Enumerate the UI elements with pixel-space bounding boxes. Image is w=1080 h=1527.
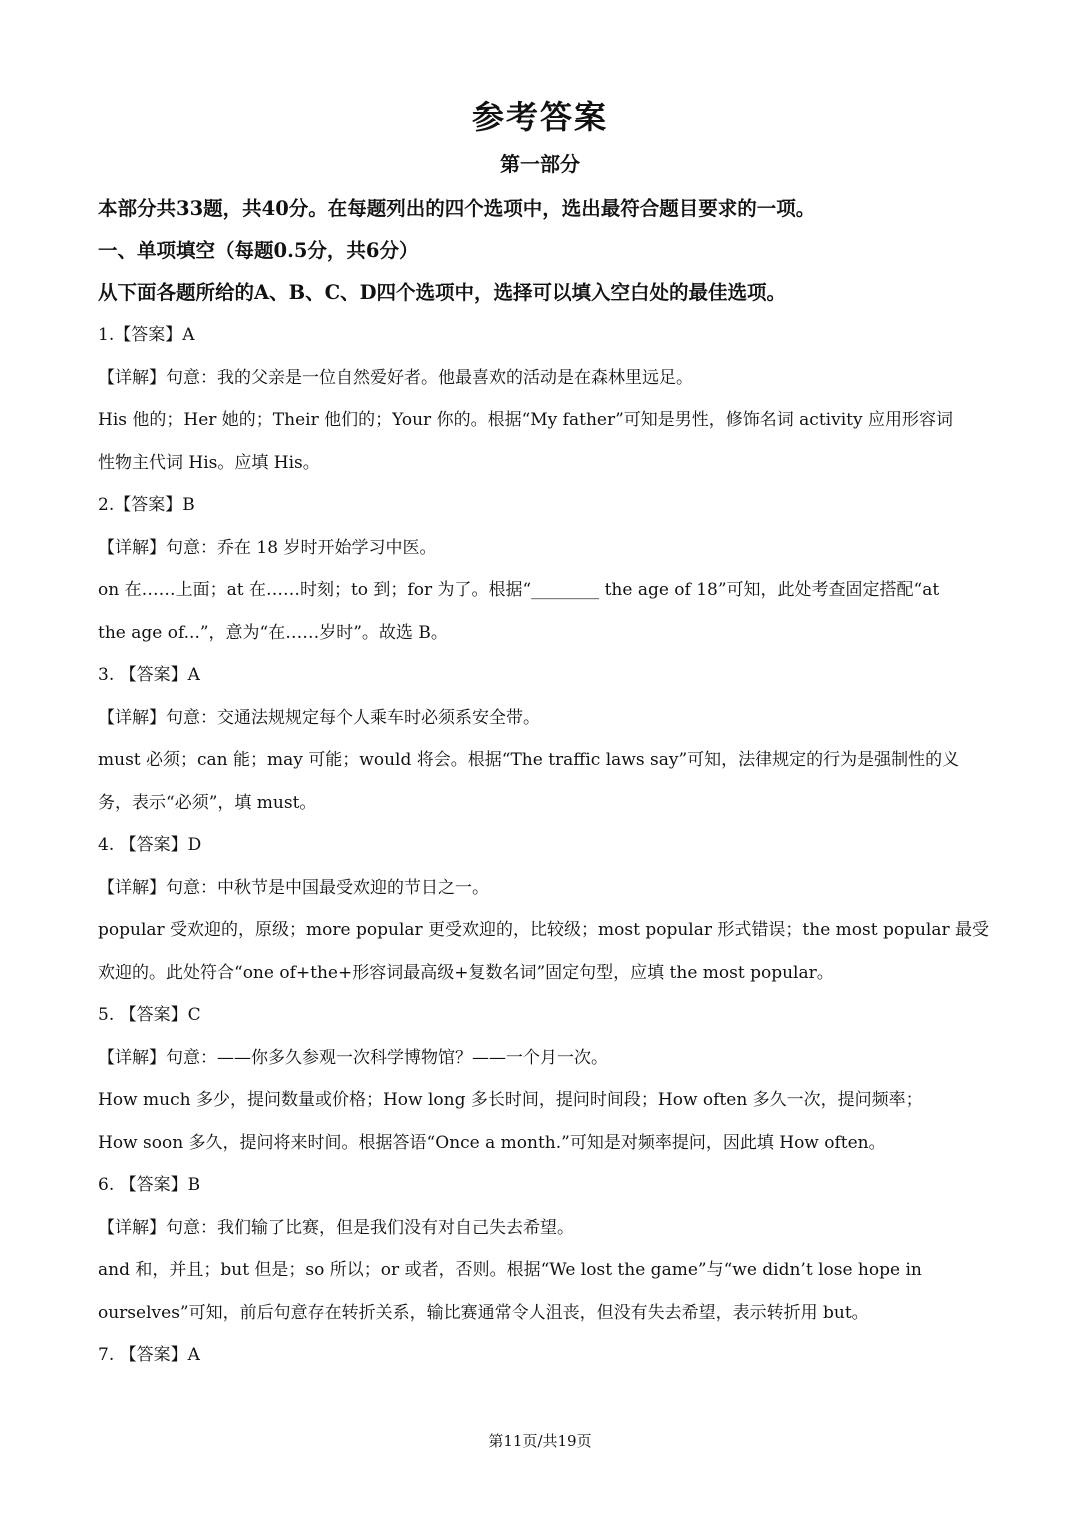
- answer-line: 5. 【答案】C: [98, 1005, 201, 1025]
- part-subtitle: 第一部分: [500, 152, 580, 176]
- answer-line: 6. 【答案】B: [98, 1175, 201, 1195]
- explanation-line: popular 受欢迎的，原级；more popular 更受欢迎的，比较级；most popular 形式错误；the most popular 最受: [98, 920, 990, 940]
- answer-line: 3. 【答案】A: [98, 665, 200, 685]
- explanation-line: 【详解】句意：——你多久参观一次科学博物馆？——一个月一次。: [98, 1047, 608, 1068]
- explanation-line: 【详解】句意：我的父亲是一位自然爱好者。他最喜欢的活动是在森林里远足。: [98, 367, 693, 388]
- answer-line: 7. 【答案】A: [98, 1345, 200, 1365]
- explanation-line: His 他的；Her 她的；Their 他们的；Your 你的。根据“My father”可知是男性，修饰名词 activity 应用形容词: [98, 410, 953, 430]
- explanation-line: 【详解】句意：交通法规规定每个人乘车时必须系安全带。: [98, 707, 540, 728]
- explanation-line: 务，表示“必须”，填 must。: [98, 792, 317, 813]
- explanation-line: must 必须；can 能；may 可能；would 将会。根据“The traffic laws say”可知，法律规定的行为是强制性的义: [98, 750, 960, 770]
- page-number-footer: 第11页/共19页: [488, 1432, 592, 1450]
- explanation-line: 性物主代词 His。应填 His。: [98, 452, 320, 473]
- explanation-line: 【详解】句意：我们输了比赛，但是我们没有对自己失去希望。: [98, 1217, 574, 1238]
- explanation-line: on 在……上面；at 在……时刻；to 到；for 为了。根据“________ the age of 18”可知，此处考查固定搭配“at: [98, 580, 940, 600]
- part-intro: 本部分共33题，共40分。在每题列出的四个选项中，选出最符合题目要求的一项。: [98, 197, 816, 220]
- section-heading: 一、单项填空（每题0.5分，共6分）: [98, 239, 419, 262]
- explanation-line: How much 多少，提问数量或价格；How long 多长时间，提问时间段；How often 多久一次，提问频率；: [98, 1090, 923, 1110]
- answer-content: [98, 188, 988, 1377]
- page-title: 参考答案: [471, 98, 608, 136]
- explanation-line: ourselves”可知，前后句意存在转折关系，输比赛通常令人沮丧，但没有失去希望，表示转折用 but。: [98, 1302, 869, 1323]
- answer-line: 4. 【答案】D: [98, 835, 202, 855]
- explanation-line: the age of...”，意为“在……岁时”。故选 B。: [98, 622, 448, 643]
- answer-line: 2.【答案】B: [98, 495, 195, 515]
- explanation-line: 欢迎的。此处符合“one of+the+形容词最高级+复数名词”固定句型，应填 the most popular。: [98, 962, 834, 983]
- explanation-line: and 和，并且；but 但是；so 所以；or 或者，否则。根据“We lost the game”与“we didn’t lose hope in: [98, 1260, 922, 1280]
- explanation-line: 【详解】句意：中秋节是中国最受欢迎的节日之一。: [98, 877, 489, 898]
- section-instruction: 从下面各题所给的A、B、C、D四个选项中，选择可以填入空白处的最佳选项。: [98, 281, 787, 304]
- explanation-line: 【详解】句意：乔在 18 岁时开始学习中医。: [98, 537, 437, 558]
- explanation-line: How soon 多久，提问将来时间。根据答语“Once a month.”可知是对频率提问，因此填 How often。: [98, 1132, 886, 1153]
- answer-line: 1.【答案】A: [98, 325, 195, 345]
